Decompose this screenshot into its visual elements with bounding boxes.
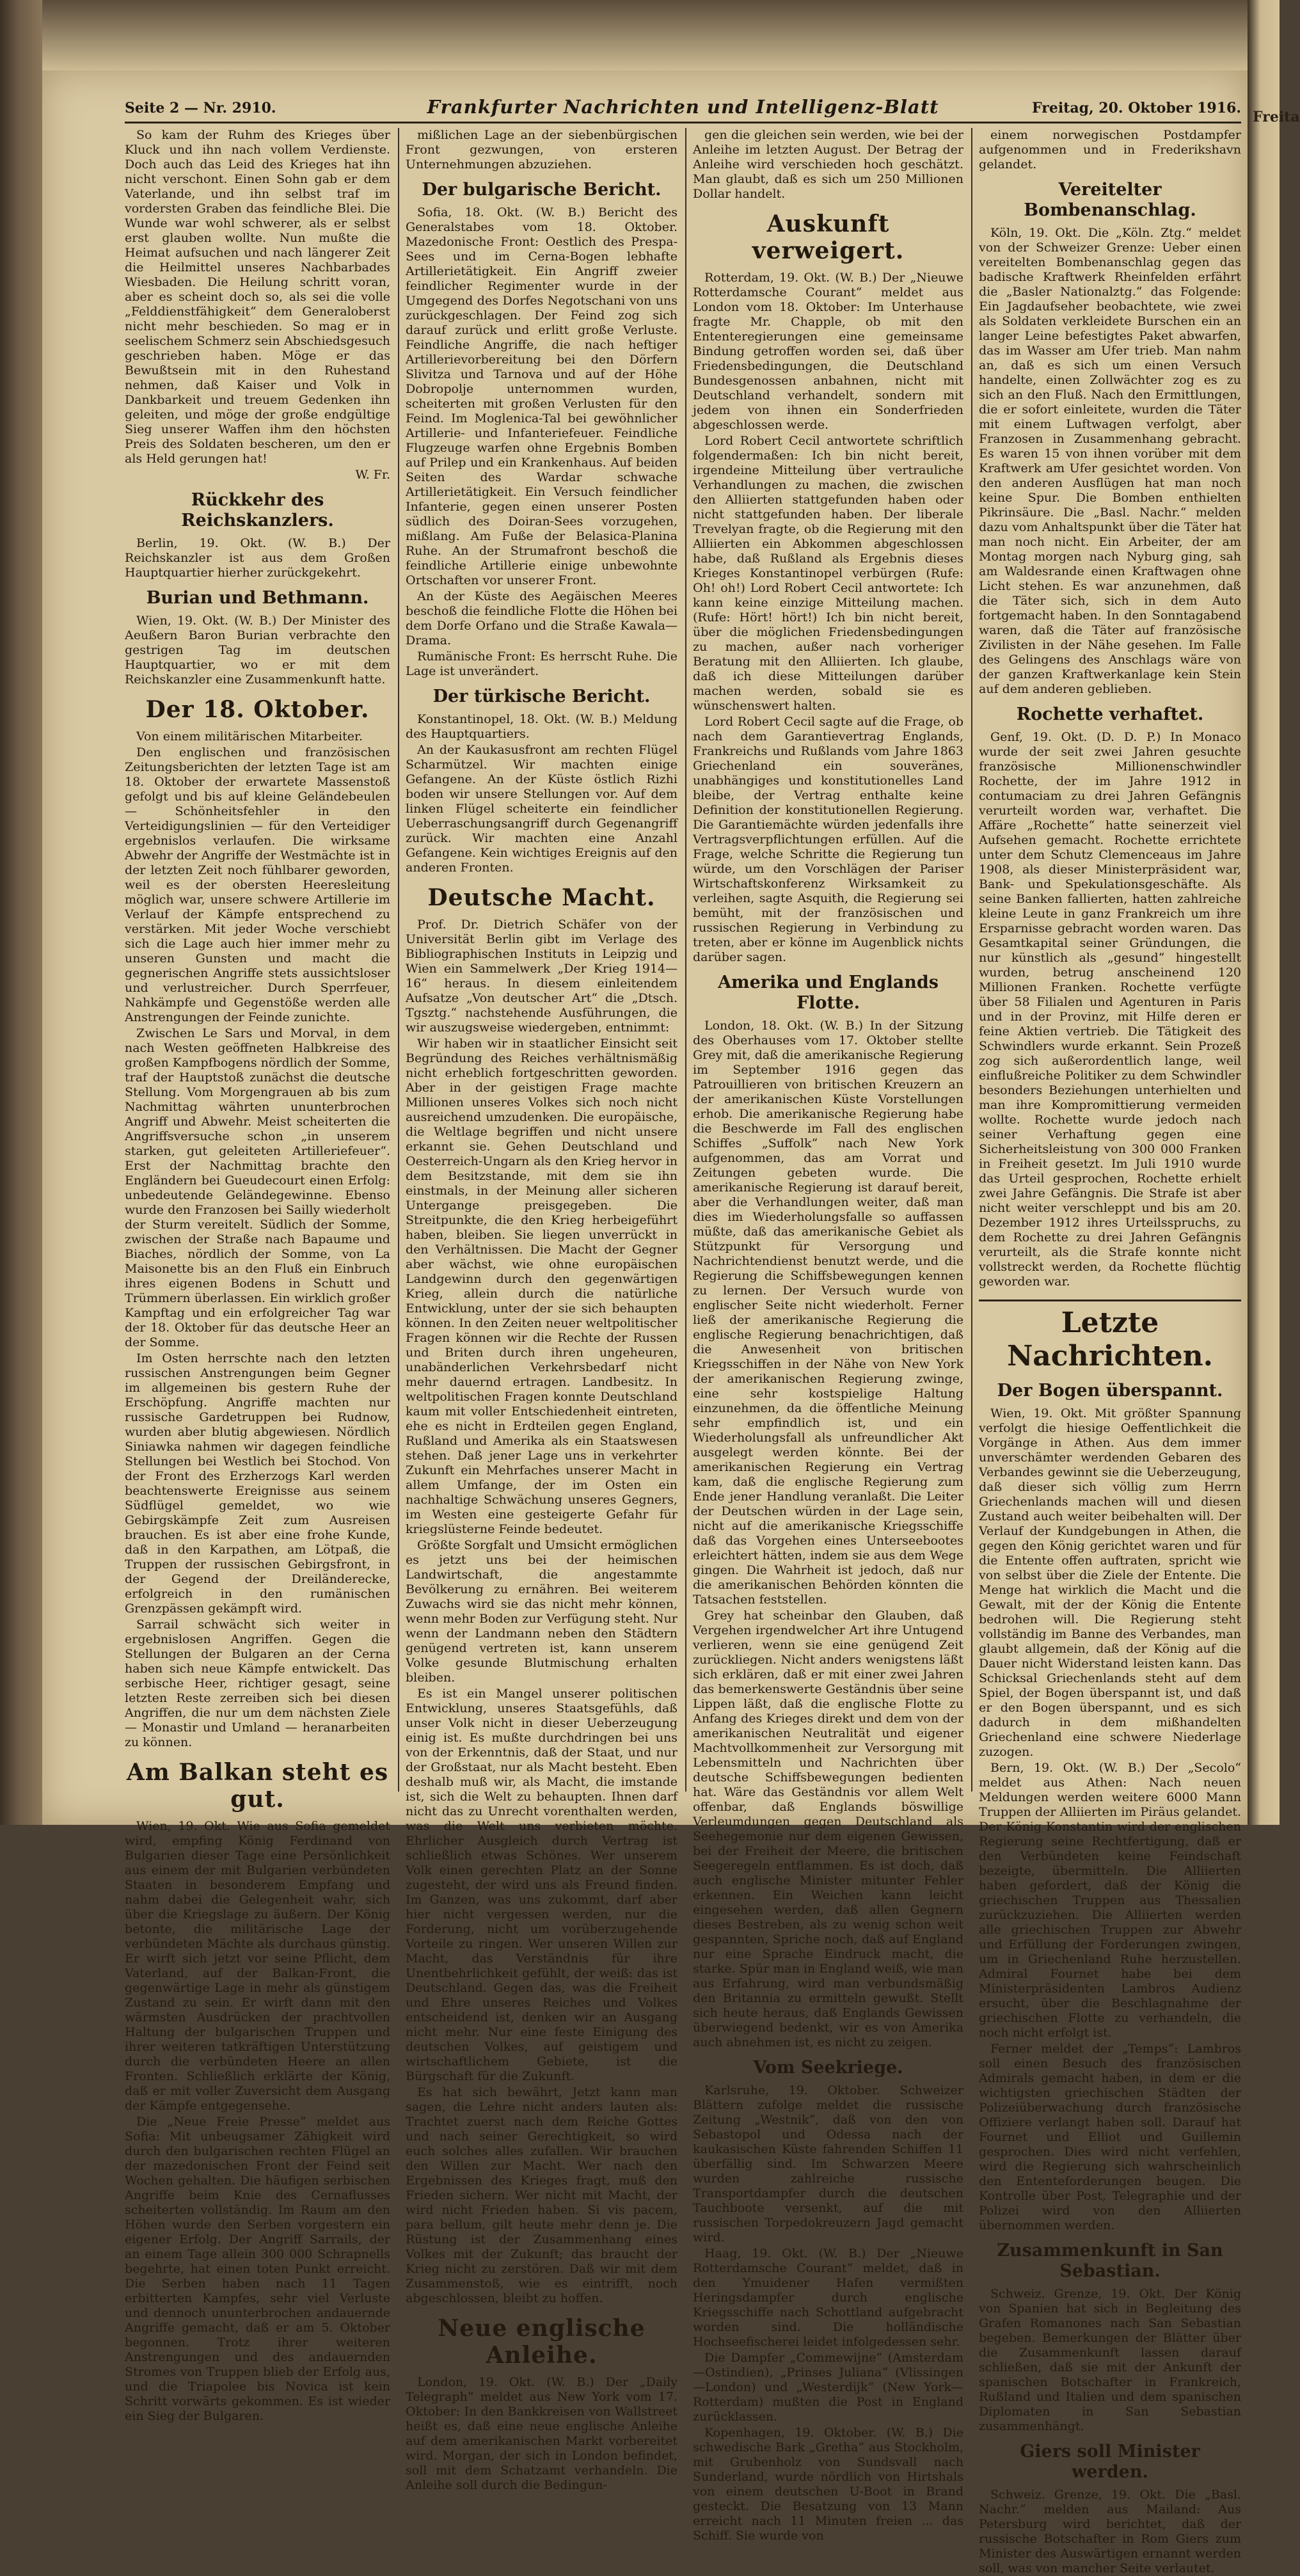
paragraph: Karlsruhe, 19. Oktober. Schweizer Blättern zufolge meldet die russische Zeitung „Westnik“, daß von den von Sebastopol und Odessa nach der kaukasischen Küste fahrenden Schiffen 11 überfällig sind. Im Schwarzen Meere wurden zahlreiche russische Transportdampfer durch die deutschen Tauchboote versenkt, auf die mit russischen Torpedokreuzern Jagd gemacht wird. [693,2083,963,2245]
article-continuation: So kam der Ruhm des Krieges über Kluck und ihn nach vollem Verdienste. Doch auch das Leid des Krieges hat ihn nicht verschont. Einen Sohn gab er dem Vaterlande, und ihn selbst traf im vordersten Graben das feindliche Blei. Die Wunde war wohl schwerer, als er selbst erst glauben wollte. Nun mußte die Heimat aufsuchen und nach längerer Zeit die Heilmittel unseres Nachbarbades Wiesbaden. Die Heilung schritt voran, aber es scheint doch so, als sei die volle „Felddienstfähigkeit“ dem Generaloberst nicht mehr beschieden. So mag er in seelischem Schmerz sein Abschiedsgesuch geschrieben haben. Möge er das Bewußtsein mit in den Ruhestand nehmen, daß Kaiser und Volk in Dankbarkeit und treuem Gedenken ihn geleiten, und möge der große endgültige Sieg unserer Waffen ihm den höchsten Preis des Soldaten bescheren, um den er als Held gerungen hat! [125,128,390,466]
paragraph: London, 19. Okt. (W. B.) Der „Daily Telegraph“ meldet aus New York vom 17. Oktober: In den Bankkreisen von Wallstreet heißt es, daß eine neue englische Anleihe auf dem amerikanischen Markt vorbereitet wird. Morgan, der sich in London befindet, soll mit dem Schatzamt verhandeln. Die Anleihe soll durch die Bedingun- [406,2375,678,2492]
headline-bulgarischer-bericht: Der bulgarische Bericht. [422,180,662,200]
headline-burian: Burian und Bethmann. [146,588,369,608]
paragraph: An der Küste des Aegäischen Meeres beschoß die feindliche Flotte die Höhen bei dem Dorfe Orfano und die Straße Kawala—Drama. [406,589,678,648]
book-binding [0,0,42,1825]
author-signature: W. Fr. [355,468,390,482]
paragraph: Es hat sich bewährt, Jetzt kann man sagen, die Lehre nicht anders lauten als: Trachtet zuerst nach dem Reiche Gottes und nach seiner Gerechtigkeit, so wird euch solches alles zufallen. Wir brauchen den Willen zur Macht. Wer nach den Ergebnissen des Krieges fragt, muß den Frieden sichern. Wer nicht mit Macht, der wird nicht Frieden haben. Si vis pacem, para bellum, gilt heute mehr denn je. Die Rüstung ist der Zusammenhang eines Volkes mit der Zukunft; das braucht der Krieg nicht zu zerstören. Daß wir mit dem Zusammenstoß, wie es eintrifft, noch abgeschlossen, bleibt zu hoffen. [406,2085,678,2305]
paragraph: Wien, 19. Okt. Mit größter Spannung verfolgt die hiesige Oeffentlichkeit die Vorgänge in Athen. Aus dem immer unverschämter werdenden Gebaren des Verbandes gewinnt sie die Ueberzeugung, daß dieser sich völlig zum Herrn Griechenlands machen will und diesen Zustand auch weiter beibehalten will. Der Verlauf der Kundgebungen in Athen, die gegen den König gerichtet waren und für die Entente offen auftraten, spricht wie von selbst über die Ziele der Entente. Die Menge hat wirklich die Macht und die Gewalt, mit der der König die Entente bedrohen will. Die Regierung steht vollständig im Banne des Verbandes, man glaubt allgemein, daß der König auf die Dauer nicht Widerstand leisten kann. Das Schicksal Griechenlands steht auf dem Spiel, der Bogen überspannt ist, und daß er den Bogen überspannt, und es sich dadurch in dem mißhandelten Griechenland eine schwere Niederlage zuzogen. [979,1406,1241,1759]
column-rule [398,128,399,1792]
headline-auskunft-verweigert: Auskunft verweigert. [752,211,905,264]
headline-rochette: Rochette verhaftet. [1016,704,1204,724]
paragraph: Kopenhagen, 19. Oktober. (W. B.) Die schwedische Bark „Gretha“ aus Stockholm, mit Grubenholz von Sundsvall nach Sunderland, wurde nördlich von Hirtshals von einem deutschen U-Boot in Brand gesteckt. Die Besatzung von 13 Mann erreicht nach 11 Minuten freien ... das Schiff. Sie wurde von [693,2426,963,2543]
column-rule [971,128,972,1792]
adjacent-page-label: Freita [1253,109,1300,125]
paragraph: Schweiz. Grenze, 19. Okt. Die „Basl. Nachr.“ melden aus Mailand: Aus Petersburg wird berichtet, daß der russische Botschafter in Rom Giers zum Minister des Auswärtigen ernannt werden soll, was von mancher Seite verlautet. [979,2488,1241,2575]
paragraph: Prof. Dr. Dietrich Schäfer von der Universität Berlin gibt im Verlage des Bibliographischen Instituts in Leipzig und Wien ein Sammelwerk „Der Krieg 1914—16“ heraus. In diesem einleitendem Aufsatze „Von deutscher Art“ die „Dtsch. Tgsztg.“ nachstehende Ausführungen, die wir auszugsweise wiedergeben, entnimmt: [406,918,678,1035]
paragraph: Bern, 19. Okt. (W. B.) Der „Secolo“ meldet aus Athen: Nach neuen Meldungen werden weitere 6000 Mann Truppen der Alliierten im Piräus gelandet. Der König Konstantin wird der englischen Regierung seine Rechtfertigung, daß er den Verbündeten keine Feindschaft bezeigte, übermitteln. Die Alliierten haben gefordert, daß der König die griechischen Truppen aus Thessalien zurückzuziehen. Die Alliierten werden alle griechischen Truppen zur Abwehr und Erfüllung der Forderungen zwingen, um in Griechenland Ruhe herzustellen. Admiral Fournet habe bei dem Ministerpräsidenten Lambros Audienz ersucht, über die Beschlagnahme der griechischen Flotte zu verhandeln, die noch nicht erfolgt ist. [979,1761,1241,2040]
headline-seekrieg: Vom Seekriege. [753,2058,903,2078]
headline-amerika-flotte: Amerika und Englands Flotte. [718,973,939,1013]
paragraph: Genf, 19. Okt. (D. D. P.) In Monaco wurde der seit zwei Jahren gesuchte französische Millionenschwindler Rochette, der im Jahre 1912 in contumaciam zu drei Jahren Gefängnis verurteilt worden war, verhaftet. Die Affäre „Rochette“ hatte seinerzeit viel Aufsehen gemacht. Rochette errichtete unter dem Schutz Clemenceaus im Jahre 1908, als dieser Ministerpräsident war, Bank- und Spekulationsgeschäfte. Als seine Banken fallierten, hatten zahlreiche kleine Leute in ganz Frankreich um ihre Ersparnisse gebracht worden waren. Das Gesamtkapital seiner Gründungen, die nur künstlich als „gesund“ hingestellt wurden, betrug anscheinend 120 Millionen Franken. Rochette verfügte über 58 Filialen und Agenturen in Paris und in der Provinz, mit Hilfe deren er feine Aktien vertrieb. Die Tätigkeit des Schwindlers wurde erkannt. Sein Prozeß zog sich außerordentlich lange, weil einflußreiche Politiker zu dem Schwindler besonders Beziehungen unterhielten und man ihre Kompromittierung vermeiden wollte. Rochette wurde jedoch nach seiner Verhaftung gegen eine Sicherheitsleistung von 300 000 Franken in Freiheit gesetzt. Im Juli 1910 wurde das Urteil gesprochen, Rochette erhielt zwei Jahre Gefängnis. Die Strafe ist aber nicht weiter verschleppt und bis am 20. Dezember 1912 ihres Urteilsspruchs, zu dem Rochette zu drei Jahren Gefängnis verurteilt, als die Strafe konnte nicht vollstreckt werden, da Rochette flüchtig geworden war. [979,730,1241,1289]
headline-englische-anleihe: Neue englische Anleihe. [438,2315,646,2369]
column-3 [693,128,963,2543]
headline-tuerkischer-bericht: Der türkische Bericht. [432,687,651,706]
page-number: Seite 2 — Nr. 2910. [125,100,276,116]
headline-letzte-nachrichten: Letzte Nachrichten. [979,1300,1241,1373]
article-continuation: mißlichen Lage an der siebenbürgischen Front gezwungen, von ersteren Unternehmungen abzuziehen. [406,128,678,171]
headline-18-oktober: Der 18. Oktober. [145,696,370,723]
paragraph: Köln, 19. Okt. Die „Köln. Ztg.“ meldet von der Schweizer Grenze: Ueber einen vereitelten Bombenanschlag gegen das badische Kraftwerk Rheinfelden erfährt die „Basler Nationalztg.“ das Folgende: Ein Jagdaufseher beobachtete, wie zwei als Soldaten verkleidete Burschen ein an langer Leine befestigtes Paket abwarfen, das im Wasser am Ufer trieb. Man nahm an, daß es sich um einen Versuch handelte, einen Zollwächter zog es zu sich an den Fluß. Nach den Ermittlungen, die er sofort einleitete, wurden die Täter mit einem Luftwagen verfolgt, aber Franzosen in Zusammenhang gebracht. Es waren 15 von ihnen vorüber mit dem Kraftwerk am Ufer gesichtet worden. Von den anderen Ausflügen hat man noch keine Spur. Die Bomben enthielten Pikrinsäure. Die „Basl. Nachr.“ melden dazu vom Anhaltspunkt über die Täter hat man noch nicht. Ein Arbeiter, der am Montag morgen nach Nyburg ging, sah am Waldesrande einen Kraftwagen ohne Licht stehen. Es war anzunehmen, daß die Täter sich, sich in dem Auto fortgemacht haben. In den Sonntagabend waren, daß die Täter auf französische Zivilisten in der Nähe gesehen. Im Falle des Gelingens des Anschlags wäre von der ganzen Kraftwerkanlage kein Stein auf dem anderen geblieben. [979,226,1241,696]
paragraph: Grey hat scheinbar den Glauben, daß Vergehen irgendwelcher Art ihre Untugend verlieren, wenn sie eine genügend Zeit zurückliegen. Nicht anders wenigstens läßt sich erklären, daß er mit einer zwei Jahren das bemerkenswerte Geständnis über seine Lippen läßt, daß die englische Flotte zu Anfang des Krieges direkt und dem von der amerikanischen Neutralität und eigener Machtvollkommenheit zur Versorgung mit Lebensmitteln und Nachrichten über deutsche Schiffsbewegungen bedienten hat. Wäre das Geständnis vor allem Welt offenbar, daß Englands böswillige Verleumdungen gegen Deutschland als Seehegemonie nur dem eigenen Gewissen, bei der Freiheit der Meere, die britischen Seegeregeln entflammen. Es ist doch, daß auch englische Minister mitunter Fehler erkennen. Ein Weichen kann leicht eingesehen werden, daß allen Gegnern dieses Bestreben, als zu wenig schon weit gespannten, Spriche noch, daß auf England nur eine Sprache Eindruck macht, die starke. Spür man in England weiß, wie man aus Erfahrung, wird man verbundsmäßig den Britannia zu ermitteln gewußt. Stellt sich heute heraus, daß Englands Gewissen überwiegend bedenkt, wir es von Amerika auch abnehmen ist, es nicht zu zeigen. [693,1609,963,2049]
paragraph: Lord Robert Cecil antwortete schriftlich folgendermaßen: Ich bin nicht bereit, irgendeine Mitteilung über vertrauliche Verhandlungen zu machen, die zwischen den Alliierten stattgefunden haben oder nicht stattgefunden haben. Der liberale Trevelyan fragte, ob die Regierung mit den Alliierten ein Abkommen abgeschlossen habe, daß Rußland als Ergebnis dieses Krieges Konstantinopel verbürgen (Rufe: Oh! oh!) Lord Robert Cecil antwortete: Ich kann keine einzige Mitteilung machen. (Rufe: Hört! hört!) Ich bin nicht bereit, über die möglichen Friedensbedingungen zu machen, außer nach vorheriger Beratung mit den Alliierten. Ich glaube, daß ich diese Mitteilungen darüber machen werden, sobald sie es wünschenswert halten. [693,434,963,713]
paragraph: Wien, 19. Okt. Wie aus Sofia gemeldet wird, empfing König Ferdinand von Bulgarien dieser Tage eine Persönlichkeit aus einem der mit Bulgarien verbündeten Staaten in besonderem Empfang und nahm dabei die Gelegenheit wahr, sich über die Kriegslage zu äußern. Der König betonte, die militärische Lage der verbündeten Mächte als durchaus günstig. Er wirft sich jetzt vor seine Pflicht, dem Vaterland, auf der Balkan-Front, die gegenwärtige Lage in mehr als günstigem Zustand zu sein. Er wirft dann mit den wärmsten Ausdrücken der prachtvollen Haltung der bulgarischen Truppen und ihrer weiteren tatkräftigen Unterstützung durch die verbündeten Heere an allen Fronten. Schließlich erklärte der König, daß er mit voller Zuversicht dem Ausgang der Kämpfe entgegensehe. [125,1819,390,2113]
paragraph: Konstantinopel, 18. Okt. (W. B.) Meldung des Hauptquartiers. [406,712,678,741]
article-burian: Wien, 19. Okt. (W. B.) Der Minister des Aeußern Baron Burian verbrachte den gestrigen Tag im deutschen Hauptquartier, wo er mit dem Reichskanzler eine Zusammenkunft hatte. [125,614,390,687]
issue-date: Freitag, 20. Oktober 1916. [1032,100,1241,116]
byline: Von einem militärischen Mitarbeiter. [136,729,363,743]
paragraph: Die „Neue Freie Presse“ meldet aus Sofia: Mit unbeugsamer Zähigkeit wird durch den bulgarischen rechten Flügel an der mazedonischen Front der Feind seit Wochen gehalten. Die häufigen serbischen Angriffe beim Knie des Cernaflusses scheiterten vollständig. Im Raum am den Höhen wurde den Serben vorgestern ein eigener Erfolg. Der Angriff Sarrails, der an einem Tage allein 300 000 Schrapnells begehrte, hat einen toten Punkt erreicht. Die Serben haben nach 11 Tagen erbitterten Kampfes, sehr viel Verluste und dennoch ununterbrochen andauernde Angriffe gemacht, daß er am 5. Oktober begonnen. Trotz ihrer weiteren Anstrengungen und des andauernden Stromes von Truppen blieb der Erfolg aus, und die Triapolee bis Novica ist kein Schritt vorwärts gekommen. Es ist wieder ein Sieg der Bulgaren. [125,2115,390,2423]
headline-balkan: Am Balkan steht es gut. [126,1759,389,1813]
column-4 [979,128,1241,2575]
newspaper-title: Frankfurter Nachrichten und Intelligenz-Blatt [427,96,939,118]
headline-giers: Giers soll Minister werden. [1020,2442,1200,2482]
paragraph: Wir haben wir in staatlicher Einsicht seit Begründung des Reiches verhältnismäßig nicht erheblich fortgeschritten geworden. Aber in der geistigen Frage machte Millionen unseres Volkes sich noch nicht ausreichend umzudenken. Die europäische, die Weltlage begriffen und nicht unsere erkannt sie. Gehen Deutschland und Oesterreich-Ungarn als den Krieg hervor in dem Besitzstande, mit dem sie ihn einstmals, in der Meinung aller sicheren Untergange preisgegeben. Die Streitpunkte, die den Krieg herbeigeführt haben, bleiben. Sie liegen unverrückt in den Verhältnissen. Die Macht der Gegner aber wächst, wie ohne europäischen Landgewinn durch den gegenwärtigen Krieg, allein durch die natürliche Entwicklung, unter der sie sich behaupten können. In den Zeiten neuer weltpolitischer Fragen können wir die Rechte der Russen und Briten durch ihren ungeheuren, unabänderlichen Verkehrsbedarf nicht mehr dauernd ertragen. Landbesitz. In weltpolitischen Fragen konnte Deutschland kaum mit voller Entschiedenheit eintreten, ehe es nicht in Erdteilen gegen England, Rußland und Amerika als ein Staatswesen stehen. Daß jener Lage uns in verkehrter Zukunft ein Mehrfaches unserer Macht in allem Umfange, der im Osten ein nachhaltige Schwächung unseres Gegners, im Westen eine gesteigerte Gefahr für kriegslüsterne Feinde bedeutet. [406,1037,678,1536]
paragraph: Ferner meldet der „Temps“: Lambros soll einen Besuch des französischen Admirals gemacht haben, in dem er die wichtigsten griechischen Städten der Polizeiüberwachung durch französische Offiziere verlangt haben soll. Darauf hat Fournet und Elliot und Guillemin gesprochen. Dies wird nicht verfehlen, wird die Regierung sich wahrscheinlich den Ententeforderungen beugen. Die Kontrolle über Post, Telegraphie und der Polizei wird von den Alliierten übernommen werden. [979,2042,1241,2232]
paragraph: Sofia, 18. Okt. (W. B.) Bericht des Generalstabes vom 18. Oktober. Mazedonische Front: Oestlich des Prespa-Sees und im Cerna-Bogen lebhafte Artillerietätigkeit. Ein Angriff zweier feindlicher Regimenter wurde in der Umgegend des Dorfes Negotschani von uns zurückgeschlagen. Der Feind zog sich darauf zurück und erlitt große Verluste. Feindliche Angriffe, die nach heftiger Artillerievorbereitung bei den Dörfern Slivitza und Tarnova und auf der Höhe Dobropolje unternommen wurden, scheiterten mit großen Verlusten für den Feind. Im Moglenica-Tal bei gewöhnlicher Artillerie- und Infanteriefeuer. Feindliche Flugzeuge warfen ohne Ergebnis Bomben auf Prilep und ein Krankenhaus. Auf beiden Seiten des Wardar schwache Artillerietätigkeit. Ein Versuch feindlicher Infanterie, gegen einen unserer Posten südlich des Doiran-Sees vorzugehen, mißlang. Am Fuße der Belasica-Planina Ruhe. An der Strumafront beschoß die feindliche Artillerie einige unbewohnte Ortschaften vor unserer Front. [406,205,678,587]
column-rule [685,128,686,1792]
paragraph: Es ist ein Mangel unserer politischen Entwicklung, unseres Staatsgefühls, daß unser Volk nicht in dieser Ueberzeugung einig ist. Es mußte durchdringen bei uns von der Erkenntnis, daß der Staat, und nur der Großstaat, nur als Macht besteht. Eben deshalb muß wir, als Macht, die imstande ist, sich die Welt zu behaupten. Ihnen darf nicht das zu Unrecht vorenthalten werden, was die Welt uns verbieten möchte. Ehrlicher Ausgleich durch Vertrag ist schließlich etwas Schönes. Wer unserem Volk einen gerechten Platz an der Sonne zugesteht, der wird uns als Freund finden. Im Ganzen, was uns zukommt, darf aber hier nicht vergessen werden, nur die Forderung, nicht um vorüberzugehende Vorteile zu ringen. Wer unseren Willen zur Macht, das Verständnis für ihre Unentbehrlichkeit gefühlt, der weiß: das ist Deutschland. Gegen das, was die Freiheit und Ehre unseres Reiches und Volkes entscheidend ist, denken wir an Ausgang nicht mehr. Nur eine feste Einigung des deutschen Volkes, auf geistigem und wirtschaftlichem Gebiete, ist die Bürgschaft für die Zukunft. [406,1687,678,2083]
paragraph: Haag, 19. Okt. (W. B.) Der „Nieuwe Rotterdamsche Courant“ meldet, daß in den Ymuidener Hafen vermißten Heringsdampfer durch englische Kriegsschiffe nach Schottland aufgebracht worden sind. Die holländische Hochseefischerei leidet infolgedessen sehr. [693,2246,963,2349]
column-1 [125,128,390,2423]
paragraph: An der Kaukasusfront am rechten Flügel Scharmützel. Wir machten einige Gefangene. An der Küste östlich Rizhi boden wir unsere Stellungen vor. Auf dem linken Flügel scheiterte ein feindlicher Ueberraschungsangriff durch Gegenangriff zurück. Wir machten eine Anzahl Gefangene. Kein wichtiges Ereignis auf den anderen Fronten. [406,743,678,875]
headline-san-sebastian: Zusammenkunft in San Sebastian. [997,2241,1223,2281]
headline-bombenanschlag: Vereitelter Bombenanschlag. [1024,180,1196,220]
article-continuation: einem norwegischen Postdampfer aufgenommen und in Frederikshavn gelandet. [979,128,1241,171]
page-top-edge [42,0,1248,70]
paragraph: Lord Robert Cecil sagte auf die Frage, ob nach dem Garantievertrag Englands, Frankreichs und Rußlands vom Jahre 1863 Griechenland ein souveränes, unabhängiges und konstitutionelles Land bleibe, der Vertrag enthalte keine Definition der konstitutionellen Regierung. Die Garantiemächte würden jedenfalls ihre Vertragsverpflichtungen erfüllen. Auf die Frage, welche Schritte die Regierung tun würde, um den Vorschlägen der Pariser Wirtschaftskonferenz Wirksamkeit zu verleihen, sagte Asquith, die Regierung sei bemüht, mit der französischen und russischen Regierung in Verbindung zu treten, aber er könne im Augenblick nichts darüber sagen. [693,715,963,964]
paragraph: Sarrail schwächt sich weiter in ergebnislosen Angriffen. Gegen die Stellungen der Bulgaren an der Cerna haben sich neue Kämpfe entwickelt. Das serbische Heer, richtiger gesagt, seine letzten Reste zerreiben sich bei diesen Angriffen, die nur um dem nächsten Ziele — Monastir und Umland — heranarbeiten zu können. [125,1618,390,1749]
article-continuation: gen die gleichen sein werden, wie bei der Anleihe im letzten August. Der Betrag der Anleihe wird verschieden hoch geschätzt. Man glaubt, daß es sich um 250 Millionen Dollar handelt. [693,128,963,201]
adjacent-page-edge [1248,0,1300,1825]
paragraph: Rumänische Front: Es herrscht Ruhe. Die Lage ist unverändert. [406,649,678,678]
headline-bogen-ueberspannt: Der Bogen überspannt. [997,1381,1223,1401]
paragraph: Schweiz. Grenze, 19. Okt. Der König von Spanien hat sich in Begleitung des Grafen Romanones nach San Sebastian begeben. Bemerkungen der Blätter über die Zusammenkunft lassen darauf schließen, daß sie mit der Ankunft der spanischen Botschafter in Frankreich, Rußland und Italien und dem spanischen Diplomaten in San Sebastian zusammenhängt. [979,2287,1241,2433]
paragraph: London, 18. Okt. (W. B.) In der Sitzung des Oberhauses vom 17. Oktober stellte Grey mit, daß die amerikanische Regierung im September 1916 gegen das Patrouillieren von britischen Kreuzern an der amerikanischen Küste Vorstellungen erhob. Die amerikanische Regierung habe die Beschwerde im Fall des englischen Schiffes „Suffolk“ nach New York aufgenommen, das am Vorrat und Zeitungen gebeten wurde. Die amerikanische Regierung ist darauf bereit, aber die Verhandlungen weiter, daß man dies im Wiederholungsfalle so auffassen müßte, daß das amerikanische Gebiet als Stützpunkt für Versorgung und Nachrichtendienst benutzt werde, und die Regierung die Schiffsbewegungen kennen zu lernen. Der Versuch wurde von englischer Seite nicht wiederholt. Ferner ließ der amerikanische Regierung die englische Regierung benachrichtigen, daß die Anwesenheit von britischen Kriegsschiffen in der Nähe von New York der amerikanischen Regierung zwinge, eine sehr kostspielige Haltung einzunehmen, da die öffentliche Meinung sehr empfindlich ist, und ein Wiederholungsfall als unfreundlicher Akt ausgelegt werden könnte. Bei der amerikanischen Regierung ein Vertrag kam, daß die englische Regierung zum Ende jener Handlung veranlaßt. Die Leiter der Deutschen würden in der Lage sein, nicht auf die amerikanische Kriegsschiffe daß das Vorgehen eines Unterseebootes erleichtert hätten, indem sie aus dem Wege gingen. Die Wahrheit ist jedoch, daß nur die amerikanischen Behörden könnten die Tatsachen feststellen. [693,1019,963,1607]
headline-rueckkehr: Rückkehr des Reichskanzlers. [181,490,334,530]
paragraph: Rotterdam, 19. Okt. (W. B.) Der „Nieuwe Rotterdamsche Courant“ meldet aus London vom 18. Oktober: Im Unterhause fragte Mr. Chapple, ob mit den Ententeregierungen eine gemeinsame Bindung getroffen worden sei, daß über Friedensbedingungen, die Deutschland Bundesgenossen anbahnen, nicht mit Deutschland verhandelt, sondern mit jedem von ihnen ein Sonderfrieden abgeschlossen werde. [693,271,963,432]
headline-deutsche-macht: Deutsche Macht. [427,884,656,911]
paragraph: Zwischen Le Sars und Morval, in dem nach Westen geöffneten Halbkreise des großen Kampfbogens nördlich der Somme, traf der Hauptstoß zunächst die deutsche Stellung. Vom Morgengrauen ab bis zum Nachmittag währten ununterbrochen Angriff und Abwehr. Meist scheiterten die Angriffsversuche schon „in unserem starken, gut geleiteten Artilleriefeuer“. Erst der Nachmittag brachte den Engländern bei Gueudecourt einen Erfolg: unbedeutende Geländegewinne. Ebenso wurde den Franzosen bei Sailly wiederholt der Sturm vereitelt. Südlich der Somme, zwischen der Straße nach Bapaume und Biaches, nördlich der Somme, von La Maisonette bis an den Fluß ein Einbruch ihres eigenen Bodens in Schutt und Trümmern überlassen. Ein wirklich großer Kampftag und ein erfolgreicher Tag war der 18. Oktober für das deutsche Heer an der Somme. [125,1026,390,1349]
paragraph: Die Dampfer „Commewijne“ (Amsterdam—Ostindien), „Prinses Juliana“ (Vlissingen—London) und „Westerdijk“ (New York—Rotterdam) mußten die Post in England zurücklassen. [693,2351,963,2424]
paragraph: Im Osten herrschte nach den letzten russischen Anstrengungen beim Gegner im allgemeinen bis gestern Ruhe der Erschöpfung. Angriffe machten nur russische Gardetruppen bei Rudnow, wurden aber blutig abgewiesen. Nördlich Siniawka nahmen wir dagegen feindliche Stellungen bei Westlich bei Stochod. Von der Front des Erzherzogs Karl werden beachtenswerte Ereignisse aus seinem Südflügel gemeldet, wo wie Gebirgskämpfe Zeit zum Ausreisen brauchen. Es ist aber eine frohe Kunde, daß in den Karpathen, am Lötpaß, die Truppen der russischen Gebirgsfront, in der Gegend der Dreiländerecke, erfolgreich in den rumänischen Grenzpässen gekämpft wird. [125,1351,390,1616]
masthead [125,96,1241,123]
paragraph: Den englischen und französischen Zeitungsberichten der letzten Tage ist am 18. Oktober der erwartete Massenstoß gefolgt und bis auf kleine Geländebeulen — Schönheitsfehler in den Verteidigungslinien — für den Verteidiger ergebnislos verlaufen. Die wirksame Abwehr der Angriffe der Westmächte ist in der letzten Zeit noch fühlbarer geworden, weil es der obersten Heeresleitung möglich war, unsere schwere Artillerie im Verlauf der Kämpfe entsprechend zu verstärken. Mit jeder Woche verschiebt sich die Lage auch hier immer mehr zu unseren Gunsten und macht die gegnerischen Angriffe stets aussichtsloser und verlustreicher. Durch Sperrfeuer, Nahkämpfe und Gegenstöße werden alle Anstrengungen der Feinde zunichte. [125,745,390,1024]
column-2 [406,128,678,2492]
paragraph: Größte Sorgfalt und Umsicht ermöglichen es jetzt uns bei der heimischen Landwirtschaft, die angestammte Bevölkerung zu ernähren. Bei weiterem Zuwachs wird sie das nicht mehr können, wenn mehr Boden zur Verfügung steht. Nur wenn der Landmann neben den Städtern genügend vertreten ist, kann unserem Volke gesunde Blutmischung erhalten bleiben. [406,1538,678,1685]
article-rueckkehr: Berlin, 19. Okt. (W. B.) Der Reichskanzler ist aus dem Großen Hauptquartier hierher zurückgekehrt. [125,536,390,580]
